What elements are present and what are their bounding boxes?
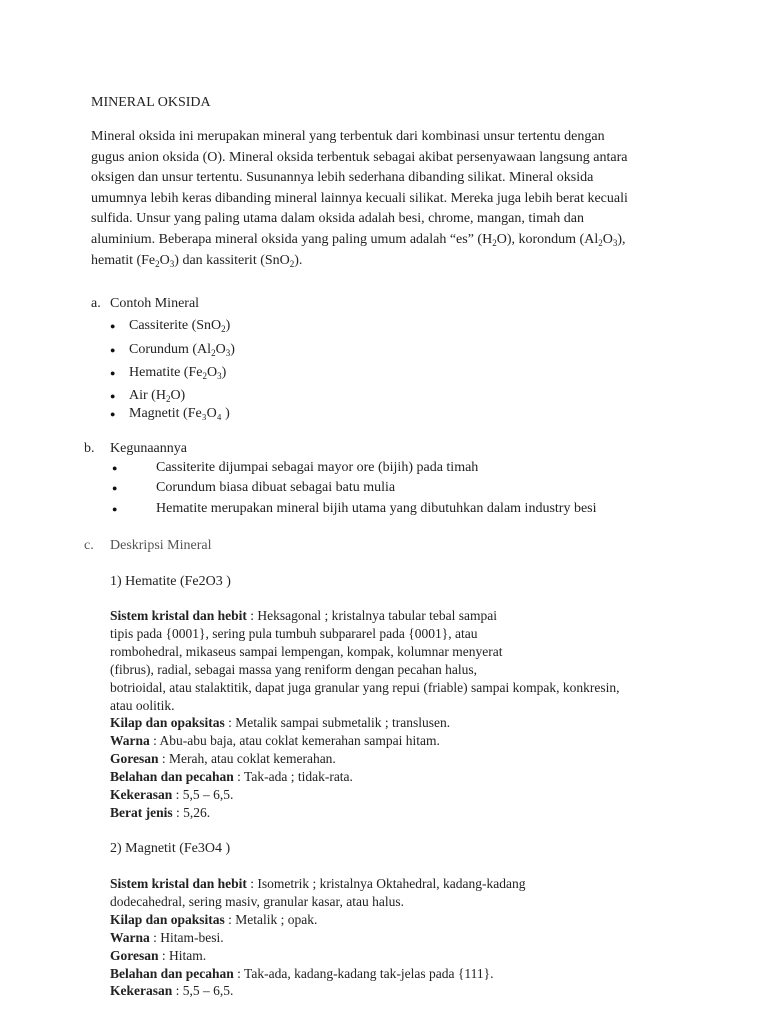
list-item: Cassiterite (SnO$_2$)	[129, 318, 231, 334]
section-b-label: b.	[84, 441, 95, 456]
desc-line: Sistem kristal dan hebit : Isometrik ; kristalnya Oktahedral, kadang-kadang	[110, 876, 526, 891]
section-a-label: a.	[91, 296, 101, 311]
intro-line: Mineral oksida ini merupakan mineral yang terbentuk dari kombinasi unsur tertentu dengan	[91, 129, 605, 144]
list-item: Cassiterite dijumpai sebagai mayor ore (bijih) pada timah	[156, 460, 479, 475]
list-item: Corundum biasa dibuat sebagai batu mulia	[156, 480, 396, 495]
desc-line: Kilap dan opaksitas : Metalik sampai submetalik ; translusen.	[110, 715, 451, 731]
desc-line: Kilap dan opaksitas : Metalik ; opak.	[110, 911, 318, 927]
desc-line: Sistem kristal dan hebit : Heksagonal ; kristalnya tabular tebal sampai	[110, 608, 497, 623]
desc-line: rombohedral, mikaseus sampai lempengan, kompak, kolumnar menyerat	[110, 643, 503, 659]
desc-line: tipis pada {0001}, sering pula tumbuh subpararel pada {0001}, atau	[110, 625, 478, 641]
intro-line: hematit $(Fe_2O_3)$ dan kassiterit (SnO$_2$).	[91, 252, 303, 269]
list-item: Hematite merupakan mineral bijih utama yang dibutuhkan dalam industry besi	[156, 501, 597, 516]
intro-line: sulfida. Unsur yang paling utama dalam oksida adalah besi, chrome, mangan, timah dan	[91, 211, 584, 227]
desc-line: Belahan dan pecahan : Tak-ada ; tidak-rata.	[110, 769, 353, 785]
bullet-icon: ●	[112, 463, 118, 473]
document-title: MINERAL OKSIDA	[91, 95, 211, 110]
hematite-heading: 1) Hematite (Fe2O3 )	[110, 574, 231, 589]
bullet-icon: ●	[110, 345, 116, 355]
bullet-icon: ●	[110, 368, 116, 378]
desc-line: Goresan : Merah, atau coklat kemerahan.	[110, 751, 336, 767]
desc-line: Berat jenis : 5,26.	[110, 804, 211, 820]
intro-line: aluminium. Beberapa mineral oksida yang paling umum adalah “es” $(H_2O)$, korondum $(Al_2O_3)$,	[91, 231, 626, 248]
section-b-heading: Kegunaannya	[110, 441, 187, 456]
section-c-label: c.	[84, 538, 94, 553]
desc-line: Goresan : Hitam.	[110, 947, 207, 963]
desc-line: dodecahedral, sering masiv, granular kasar, atau halus.	[110, 893, 404, 909]
intro-line: oksigen dan unsur tertentu. Susunannya lebih sederhana dibanding silikat. Mineral oksida	[91, 170, 594, 186]
magnetit-description	[110, 875, 710, 1000]
bullet-icon: ●	[110, 391, 116, 401]
bullet-icon: ●	[112, 483, 118, 493]
desc-line: Warna : Hitam-besi.	[110, 929, 224, 945]
list-item: Hematite $(Fe_2O_3)$	[129, 365, 227, 381]
list-item: Corundum $(Al_2O_3)$	[129, 342, 235, 358]
section-a-heading: Contoh Mineral	[110, 296, 200, 311]
intro-paragraph	[91, 127, 681, 271]
intro-line: gugus anion oksida (O). Mineral oksida terbentuk sebagai akibat persenyawaan langsung antara	[91, 149, 628, 165]
desc-line: (fibrus), radial, sebagai massa yang reniform dengan pecahan halus,	[110, 661, 477, 677]
desc-line: botrioidal, atau stalaktitik, dapat juga granular yang repui (friable) sampai kompak, konkresin,	[110, 679, 620, 695]
desc-line: atau oolitik.	[110, 697, 175, 713]
bullet-icon: ●	[112, 504, 118, 514]
desc-line: Kekerasan : 5,5 – 6,5.	[110, 983, 234, 999]
bullet-icon: ●	[110, 321, 116, 331]
intro-line: umumnya lebih keras dibanding mineral lainnya kecuali silikat. Mereka juga lebih berat kecuali	[91, 190, 628, 206]
desc-line: Kekerasan : 5,5 – 6,5.	[110, 787, 234, 803]
hematite-description	[110, 607, 710, 822]
desc-line: Belahan dan pecahan : Tak-ada, kadang-kadang tak-jelas pada {111}.	[110, 965, 494, 981]
bullet-icon: ●	[110, 409, 116, 419]
list-item: Air $(H_2O)$	[129, 388, 186, 404]
list-item: Magnetit (Fe₃O₄ )	[129, 406, 230, 421]
section-c-heading: Deskripsi Mineral	[110, 538, 212, 553]
desc-line: Warna : Abu-abu baja, atau coklat kemerahan sampai hitam.	[110, 733, 440, 749]
magnetit-heading: 2) Magnetit (Fe3O4 )	[110, 841, 231, 856]
